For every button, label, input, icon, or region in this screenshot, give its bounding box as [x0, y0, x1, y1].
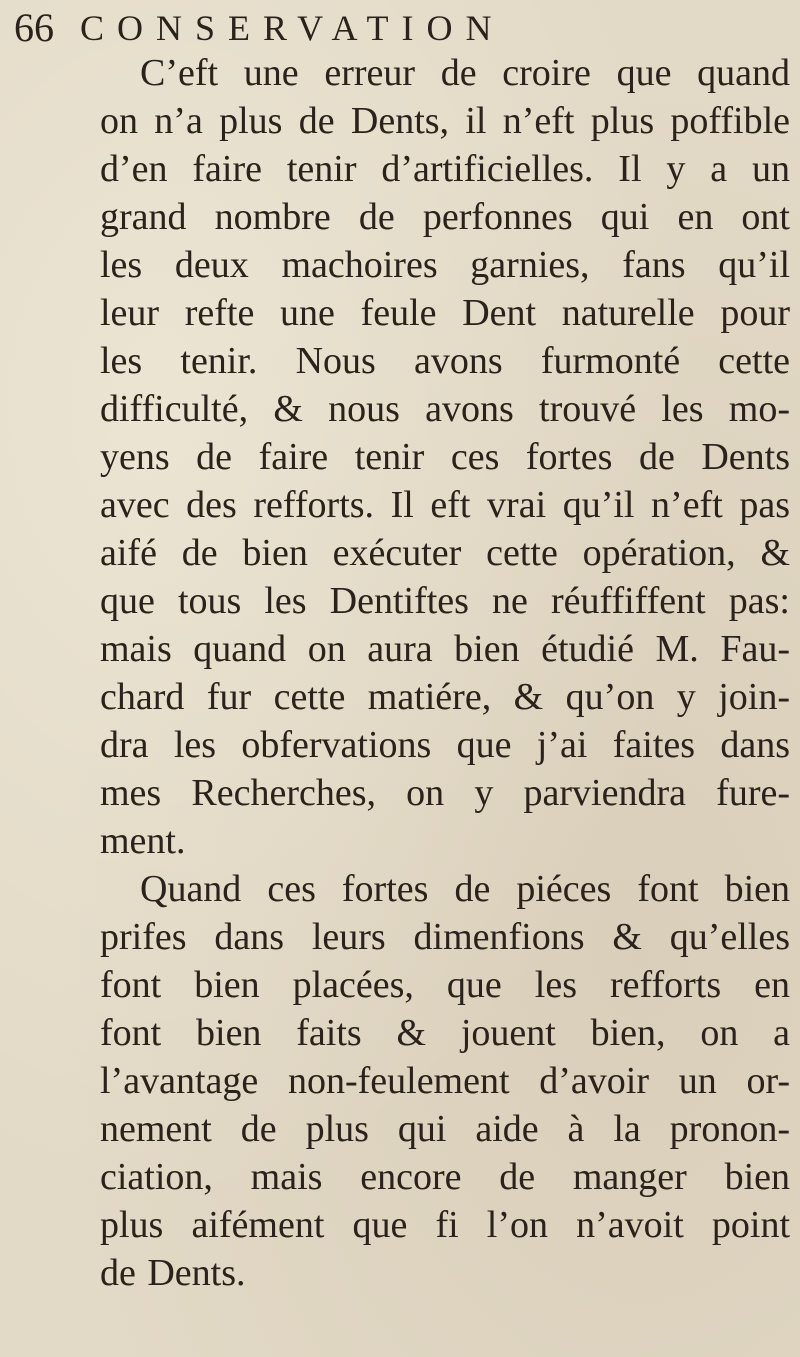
text-line: dra les obfervations que j’ai faites dans	[100, 724, 790, 766]
page-number: 66	[14, 5, 54, 50]
text-line: l’avantage non-feulement d’avoir un or-	[100, 1060, 790, 1102]
text-line: plus aifément que fi l’on n’avoit point	[100, 1204, 790, 1246]
text-line: avec des refforts. Il eft vrai qu’il n’eft pas	[100, 484, 790, 526]
text-line: grand nombre de perfonnes qui en ont	[100, 196, 790, 238]
text-line: aifé de bien exécuter cette opération, &	[100, 532, 790, 574]
text-line: difficulté, & nous avons trouvé les mo-	[100, 388, 790, 430]
text-line: les tenir. Nous avons furmonté cette	[100, 340, 790, 382]
text-line: font bien faits & jouent bien, on a	[100, 1012, 790, 1054]
text-line: mes Recherches, on y parviendra fure-	[100, 772, 790, 814]
text-line: leur refte une feule Dent naturelle pour	[100, 292, 790, 334]
text-line: C’eft une erreur de croire que quand	[140, 52, 790, 94]
text-line: font bien placées, que les refforts en	[100, 964, 790, 1006]
text-line: chard fur cette matiére, & qu’on y join-	[100, 676, 790, 718]
running-head	[14, 6, 505, 50]
running-title: CONSERVATION	[80, 8, 505, 48]
text-line: les deux machoires garnies, fans qu’il	[100, 244, 790, 286]
text-line: prifes dans leurs dimenfions & qu’elles	[100, 916, 790, 958]
text-line: d’en faire tenir d’artificielles. Il y a un	[100, 148, 790, 190]
text-line: que tous les Dentiftes ne réuffiffent pas:	[100, 580, 790, 622]
text-line: ciation, mais encore de manger bien	[100, 1156, 790, 1198]
text-line: yens de faire tenir ces fortes de Dents	[100, 436, 790, 478]
text-line: de Dents.	[100, 1252, 246, 1294]
text-line: ment.	[100, 820, 186, 862]
text-line: Quand ces fortes de piéces font bien	[140, 868, 790, 910]
text-line: mais quand on aura bien étudié M. Fau-	[100, 628, 790, 670]
text-line: on n’a plus de Dents, il n’eft plus poffible	[100, 100, 790, 142]
text-line: nement de plus qui aide à la pronon-	[100, 1108, 790, 1150]
